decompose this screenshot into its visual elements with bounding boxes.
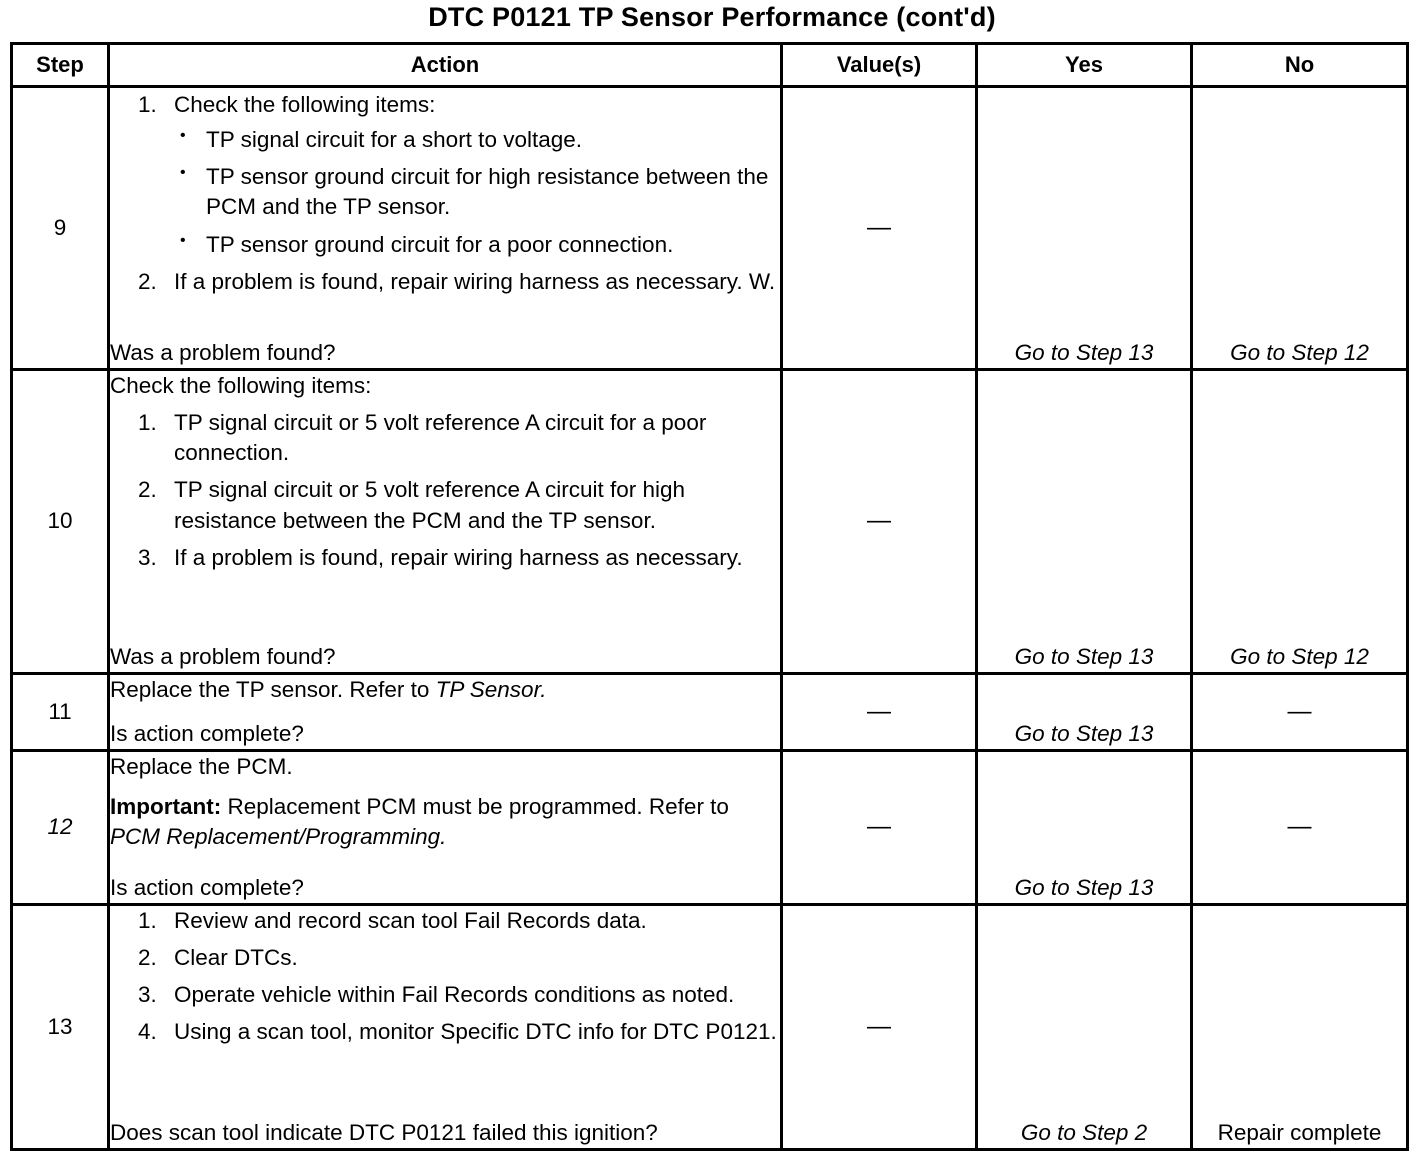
table-row-step-13 xyxy=(12,905,1408,1150)
value-cell: — xyxy=(782,751,977,905)
reference-link[interactable]: TP Sensor. xyxy=(435,677,547,702)
list-item: 1. Check the following items: • TP signal circuit for a short to voltage. • TP sensor ground circuit for high resistance between the PCM and the TP sensor. • TP sensor ground circuit for a poor connection. xyxy=(110,90,780,260)
page-title: DTC P0121 TP Sensor Performance (cont'd) xyxy=(428,2,996,32)
yes-cell xyxy=(977,751,1192,905)
no-cell xyxy=(1192,370,1408,674)
no-cell xyxy=(1192,87,1408,370)
yes-link[interactable]: Go to Step 2 xyxy=(1020,1119,1148,1145)
value-cell: — xyxy=(782,370,977,674)
action-cell xyxy=(109,370,782,674)
header-row xyxy=(12,44,1408,87)
list-item: 1. Review and record scan tool Fail Records data. xyxy=(138,908,647,933)
step-number: 11 xyxy=(12,674,109,751)
header-yes: Yes xyxy=(977,44,1192,87)
no-link[interactable]: Go to Step 12 xyxy=(1230,643,1369,669)
list-item: 2. TP signal circuit or 5 volt reference A circuit for high resistance between the PCM and the TP sensor. xyxy=(138,477,686,533)
header-action: Action xyxy=(109,44,782,87)
action-cell xyxy=(109,674,782,751)
header-values: Value(s) xyxy=(782,44,977,87)
reference-link[interactable]: PCM Replacement/Programming. xyxy=(110,824,447,850)
important-note: Important: Replacement PCM must be programmed. Refer to PCM Replacement/Programming. xyxy=(110,794,729,850)
header-no: No xyxy=(1192,44,1408,87)
list-item: 2. Clear DTCs. xyxy=(138,945,298,971)
no-cell xyxy=(1192,905,1408,1150)
list-item: 3. If a problem is found, repair wiring harness as necessary. xyxy=(138,544,743,570)
yes-cell xyxy=(977,674,1192,751)
step-number: 13 xyxy=(12,905,109,1150)
yes-link[interactable]: Go to Step 13 xyxy=(1014,720,1154,746)
step-number: 10 xyxy=(12,370,109,674)
action-cell xyxy=(109,905,782,1150)
no-link[interactable]: Go to Step 12 xyxy=(1230,339,1369,365)
intro-text: Check the following items: xyxy=(110,373,372,398)
no-cell: — xyxy=(1192,751,1408,905)
yes-cell xyxy=(977,905,1192,1150)
diagnostic-table xyxy=(10,42,1409,1151)
yes-link[interactable]: Go to Step 13 xyxy=(1014,339,1154,365)
yes-link[interactable]: Go to Step 13 xyxy=(1014,874,1154,900)
action-text: Replace the PCM. xyxy=(110,754,293,779)
value-cell: — xyxy=(782,87,977,370)
question-text: Was a problem found? xyxy=(110,339,336,365)
bullet-item: • TP signal circuit for a short to voltage. xyxy=(174,125,780,155)
action-cell xyxy=(109,87,782,370)
list-item: 3. Operate vehicle within Fail Records conditions as noted. xyxy=(138,982,735,1008)
question-text: Is action complete? xyxy=(110,874,304,900)
action-text: Replace the TP sensor. Refer to TP Sensor. xyxy=(110,677,547,702)
list-item: 4. Using a scan tool, monitor Specific DTC info for DTC P0121. xyxy=(138,1019,777,1045)
question-text: Was a problem found? xyxy=(110,643,336,669)
question-text: Does scan tool indicate DTC P0121 failed this ignition? xyxy=(110,1119,658,1145)
table-row-step-9 xyxy=(12,87,1408,370)
question-text: Is action complete? xyxy=(110,720,304,746)
yes-cell xyxy=(977,87,1192,370)
value-cell: — xyxy=(782,905,977,1150)
table-row-step-12 xyxy=(12,751,1408,905)
bullet-item: • TP sensor ground circuit for a poor connection. xyxy=(174,230,780,260)
step-number: 9 xyxy=(12,87,109,370)
header-step: Step xyxy=(12,44,109,87)
list-item: 1. TP signal circuit or 5 volt reference A circuit for a poor connection. xyxy=(138,410,707,466)
table-row-step-10 xyxy=(12,370,1408,674)
bullet-item: • TP sensor ground circuit for high resistance between the PCM and the TP sensor. xyxy=(174,162,780,222)
yes-link[interactable]: Go to Step 13 xyxy=(1014,643,1154,669)
list-item: 2. If a problem is found, repair wiring harness as necessary. W. xyxy=(138,268,776,294)
step-number: 12 xyxy=(12,751,109,905)
yes-cell xyxy=(977,370,1192,674)
no-result: Repair complete xyxy=(1217,1119,1382,1145)
table-row-step-11 xyxy=(12,674,1408,751)
action-cell xyxy=(109,751,782,905)
value-cell: — xyxy=(782,674,977,751)
no-cell: — xyxy=(1192,674,1408,751)
